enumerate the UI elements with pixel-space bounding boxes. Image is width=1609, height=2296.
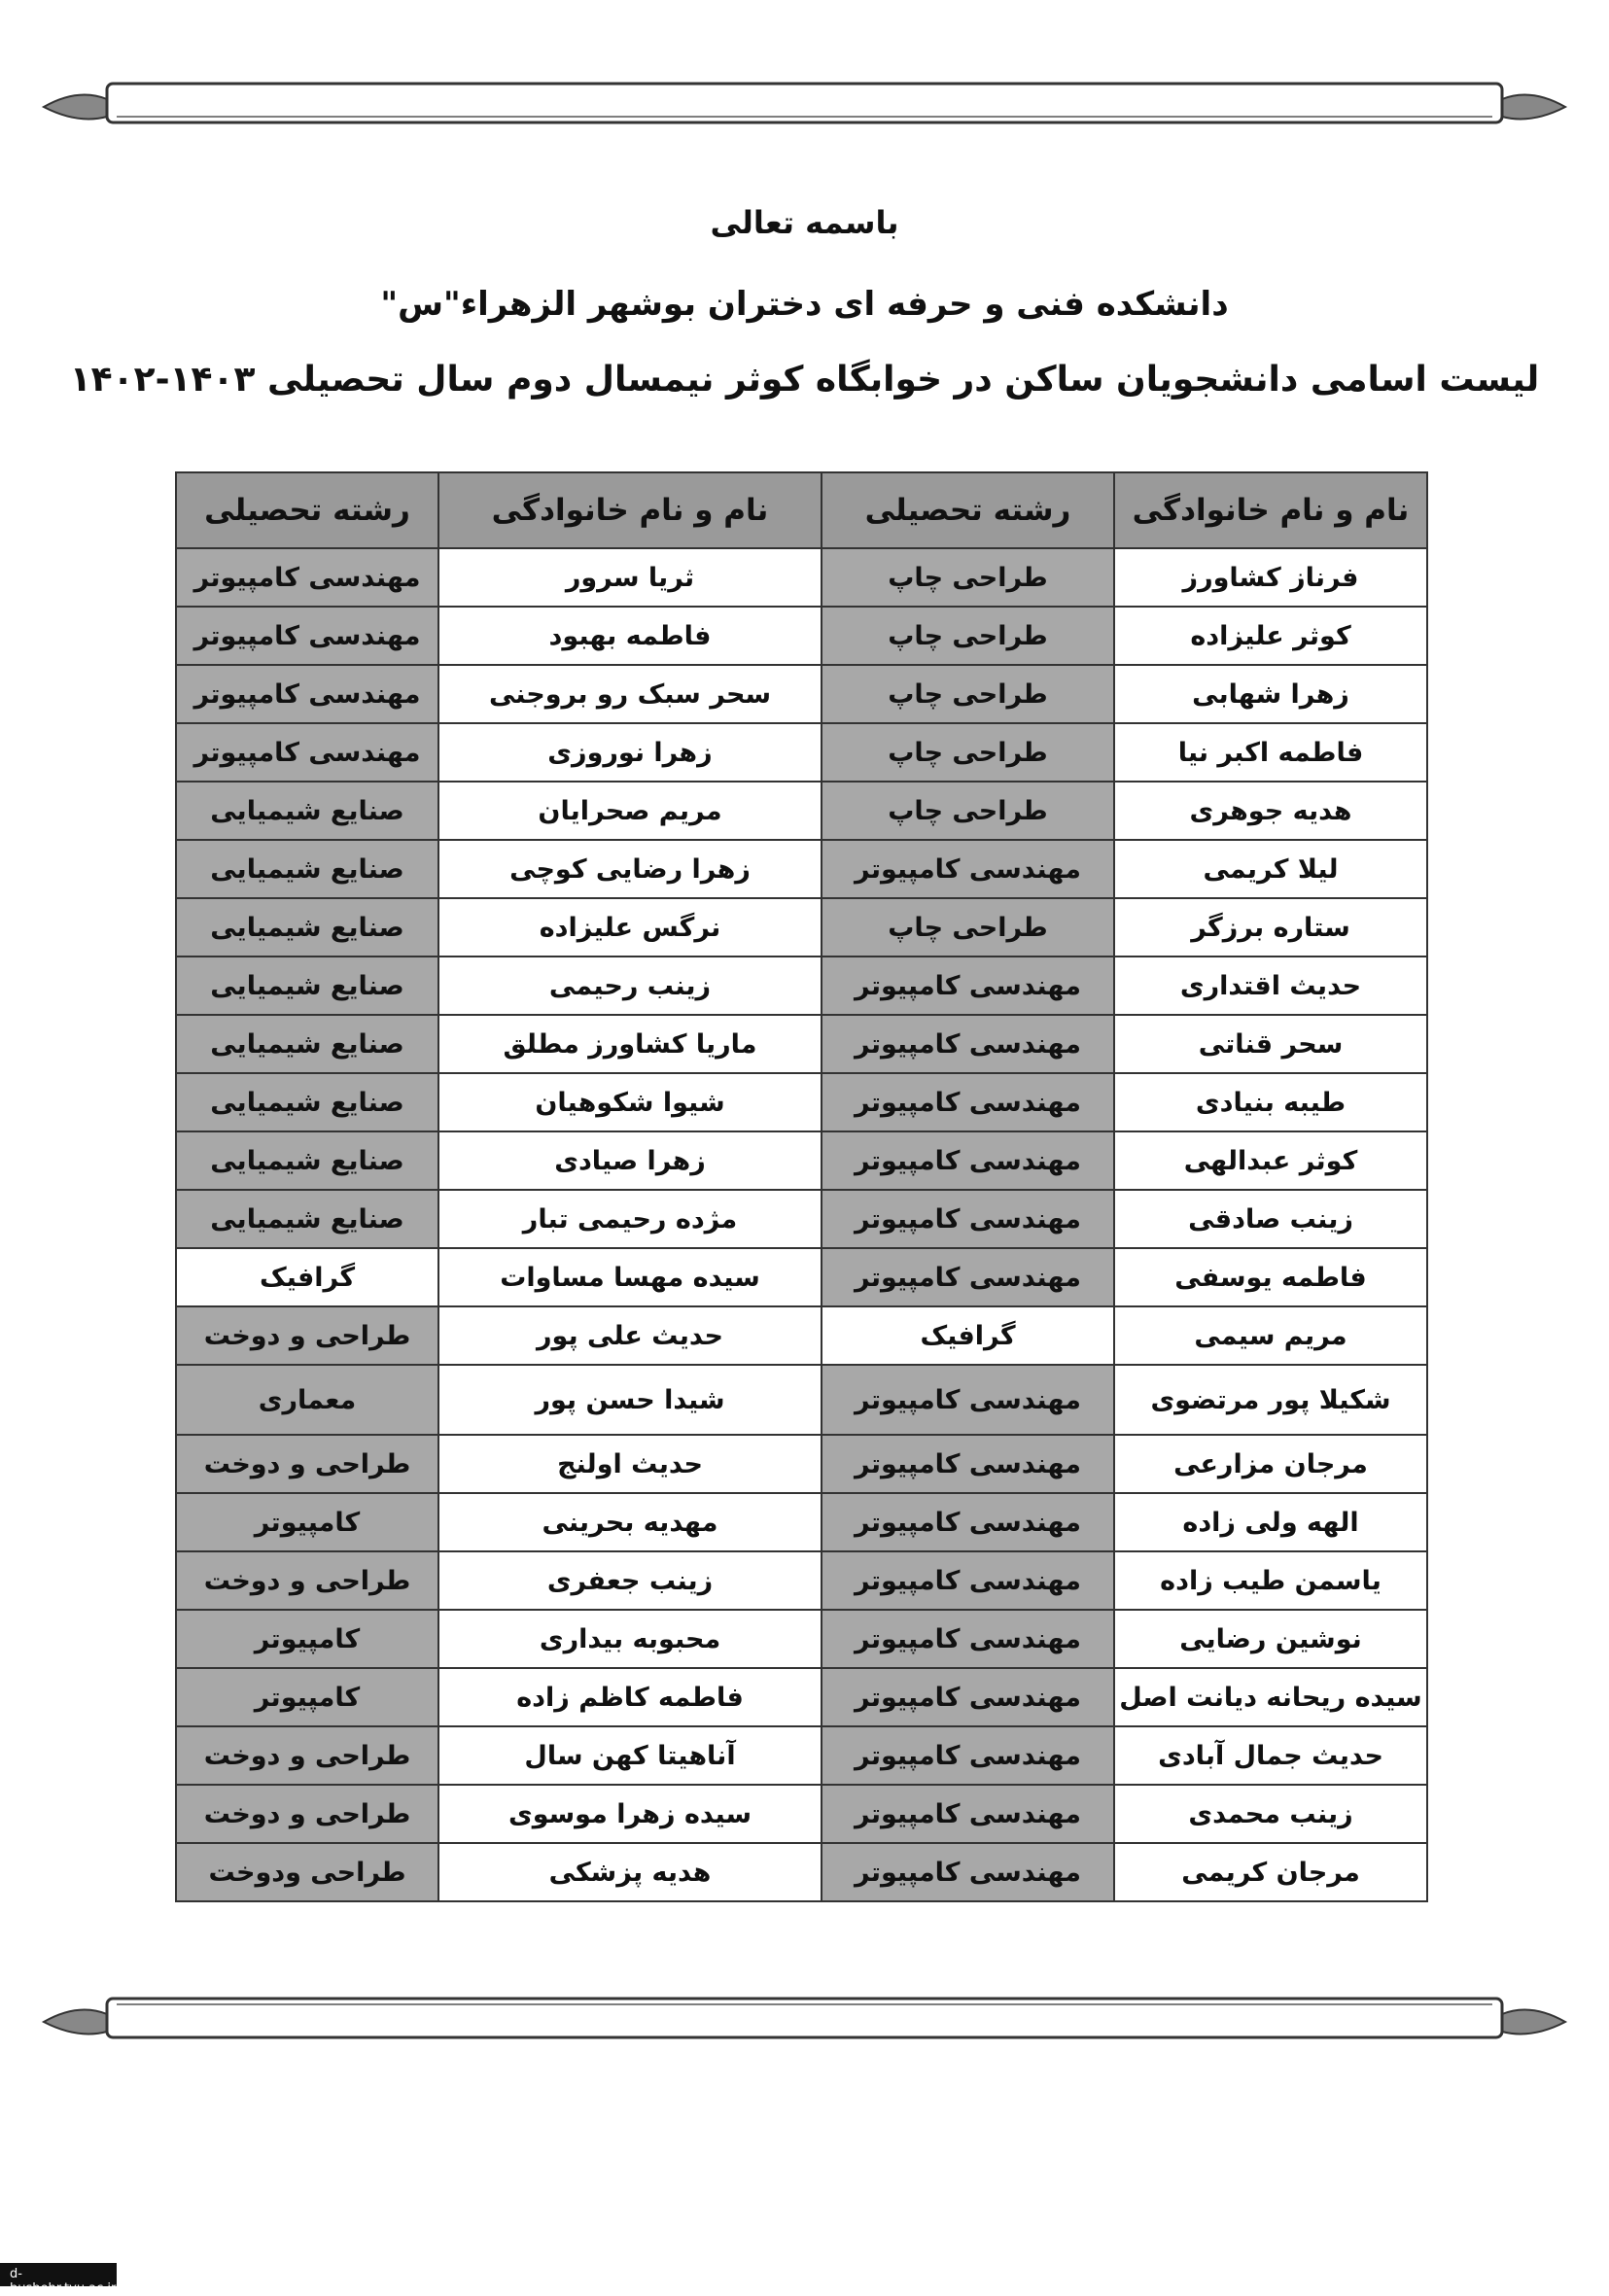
student-major: صنایع شیمیایی: [176, 1131, 438, 1190]
student-name: سیده زهرا موسوی: [438, 1785, 822, 1843]
student-major: مهندسی کامپیوتر: [822, 1610, 1114, 1668]
table-row: [176, 1190, 1427, 1248]
table-row: [176, 1668, 1427, 1726]
student-major: مهندسی کامپیوتر: [822, 1015, 1114, 1073]
student-name: هدیه پزشکی: [438, 1843, 822, 1901]
student-major: معماری: [176, 1365, 438, 1435]
student-major: گرافیک: [822, 1306, 1114, 1365]
student-name: ستاره برزگر: [1114, 898, 1427, 957]
students-table-wrapper: [175, 471, 1426, 1902]
student-major: صنایع شیمیایی: [176, 1190, 438, 1248]
student-major: مهندسی کامپیوتر: [822, 957, 1114, 1015]
student-major: طراحی چاپ: [822, 607, 1114, 665]
student-name: نوشین رضایی: [1114, 1610, 1427, 1668]
table-row: [176, 1435, 1427, 1493]
decorative-banner-bottom: [39, 1993, 1570, 2051]
student-name: سحر قناتی: [1114, 1015, 1427, 1073]
website-stamp-text: d-bushehr.tvu.ac.ir: [10, 2267, 117, 2296]
student-name: آناهیتا کهن سال: [438, 1726, 822, 1785]
student-major: طراحی و دوخت: [176, 1785, 438, 1843]
student-name: شکیلا پور مرتضوی: [1114, 1365, 1427, 1435]
student-name: شیوا شکوهیان: [438, 1073, 822, 1131]
student-name: مریم سیمی: [1114, 1306, 1427, 1365]
table-header-row: [176, 472, 1427, 548]
student-name: کوثر عبدالهی: [1114, 1131, 1427, 1190]
student-major: مهندسی کامپیوتر: [822, 1131, 1114, 1190]
student-name: مرجان مزارعی: [1114, 1435, 1427, 1493]
table-row: [176, 1843, 1427, 1901]
student-major: مهندسی کامپیوتر: [176, 723, 438, 782]
student-major: مهندسی کامپیوتر: [176, 665, 438, 723]
student-major: کامپیوتر: [176, 1668, 438, 1726]
student-name: مژده رحیمی تبار: [438, 1190, 822, 1248]
student-name: حدیث علی پور: [438, 1306, 822, 1365]
student-name: سیده مهسا مساوات: [438, 1248, 822, 1306]
table-row: [176, 1785, 1427, 1843]
student-major: گرافیک: [176, 1248, 438, 1306]
student-name: مریم صحرایان: [438, 782, 822, 840]
student-major: کامپیوتر: [176, 1493, 438, 1551]
student-name: حدیث جمال آبادی: [1114, 1726, 1427, 1785]
table-row: [176, 665, 1427, 723]
student-name: فاطمه اکبر نیا: [1114, 723, 1427, 782]
student-name: شیدا حسن پور: [438, 1365, 822, 1435]
student-name: حدیث اولنج: [438, 1435, 822, 1493]
table-row: [176, 548, 1427, 607]
table-row: [176, 1073, 1427, 1131]
student-name: زینب جعفری: [438, 1551, 822, 1610]
header-major-2: رشته تحصیلی: [176, 472, 438, 548]
header-name-2: نام و نام خانوادگی: [438, 472, 822, 548]
student-major: طراحی و دوخت: [176, 1306, 438, 1365]
student-major: صنایع شیمیایی: [176, 840, 438, 898]
table-row: [176, 1726, 1427, 1785]
table-row: [176, 957, 1427, 1015]
student-name: ماریا کشاورز مطلق: [438, 1015, 822, 1073]
student-name: مرجان کریمی: [1114, 1843, 1427, 1901]
student-major: طراحی چاپ: [822, 723, 1114, 782]
student-major: طراحی و دوخت: [176, 1726, 438, 1785]
student-name: فاطمه بهبود: [438, 607, 822, 665]
student-name: کوثر علیزاده: [1114, 607, 1427, 665]
student-major: مهندسی کامپیوتر: [822, 1073, 1114, 1131]
student-major: طراحی و دوخت: [176, 1435, 438, 1493]
student-name: مهدیه بحرینی: [438, 1493, 822, 1551]
student-name: فاطمه یوسفی: [1114, 1248, 1427, 1306]
website-stamp: [0, 2263, 117, 2296]
student-major: طراحی چاپ: [822, 782, 1114, 840]
student-name: زهرا شهابی: [1114, 665, 1427, 723]
student-major: طراحی و دوخت: [176, 1551, 438, 1610]
student-major: مهندسی کامپیوتر: [176, 548, 438, 607]
student-name: سیده ریحانه دیانت اصل: [1114, 1668, 1427, 1726]
header-list-title: لیست اسامی دانشجویان ساکن در خوابگاه کوثر نیمسال دوم سال تحصیلی ۱۴۰۳-۱۴۰۲: [69, 360, 1540, 400]
table-row: [176, 1015, 1427, 1073]
student-name: زینب محمدی: [1114, 1785, 1427, 1843]
table-row: [176, 840, 1427, 898]
student-name: الهه ولی زاده: [1114, 1493, 1427, 1551]
student-major: طراحی چاپ: [822, 898, 1114, 957]
table-row: [176, 1551, 1427, 1610]
student-major: صنایع شیمیایی: [176, 957, 438, 1015]
student-name: زهرا رضایی کوچی: [438, 840, 822, 898]
header-name-1: نام و نام خانوادگی: [1114, 472, 1427, 548]
student-major: مهندسی کامپیوتر: [822, 1493, 1114, 1551]
student-name: محبوبه بیداری: [438, 1610, 822, 1668]
table-row: [176, 898, 1427, 957]
table-row: [176, 1610, 1427, 1668]
student-major: مهندسی کامپیوتر: [822, 1668, 1114, 1726]
student-name: سحر سبک رو بروجنی: [438, 665, 822, 723]
header-institution: دانشکده فنی و حرفه ای دختران بوشهر الزهراء"س": [380, 285, 1229, 324]
student-name: زهرا نوروزی: [438, 723, 822, 782]
table-row: [176, 1248, 1427, 1306]
student-name: فاطمه کاظم زاده: [438, 1668, 822, 1726]
table-row: [176, 607, 1427, 665]
student-name: یاسمن طیب زاده: [1114, 1551, 1427, 1610]
student-name: حدیث اقتداری: [1114, 957, 1427, 1015]
student-major: مهندسی کامپیوتر: [176, 607, 438, 665]
student-name: نرگس علیزاده: [438, 898, 822, 957]
student-name: زینب صادقی: [1114, 1190, 1427, 1248]
table-row: [176, 1131, 1427, 1190]
students-table: [175, 471, 1428, 1902]
student-major: صنایع شیمیایی: [176, 1015, 438, 1073]
student-major: مهندسی کامپیوتر: [822, 1190, 1114, 1248]
student-major: طراحی چاپ: [822, 548, 1114, 607]
student-major: صنایع شیمیایی: [176, 782, 438, 840]
student-name: فرناز کشاورز: [1114, 548, 1427, 607]
student-major: صنایع شیمیایی: [176, 898, 438, 957]
student-name: هدیه جوهری: [1114, 782, 1427, 840]
student-name: ثریا سرور: [438, 548, 822, 607]
table-row: [176, 1306, 1427, 1365]
student-major: مهندسی کامپیوتر: [822, 1843, 1114, 1901]
student-major: مهندسی کامپیوتر: [822, 1365, 1114, 1435]
student-name: زینب رحیمی: [438, 957, 822, 1015]
student-major: طراحی ودوخت: [176, 1843, 438, 1901]
student-major: کامپیوتر: [176, 1610, 438, 1668]
header-major-1: رشته تحصیلی: [822, 472, 1114, 548]
student-major: طراحی چاپ: [822, 665, 1114, 723]
student-major: مهندسی کامپیوتر: [822, 840, 1114, 898]
table-row: [176, 1365, 1427, 1435]
student-major: مهندسی کامپیوتر: [822, 1785, 1114, 1843]
student-name: زهرا صیادی: [438, 1131, 822, 1190]
student-major: مهندسی کامپیوتر: [822, 1435, 1114, 1493]
student-major: مهندسی کامپیوتر: [822, 1248, 1114, 1306]
student-major: صنایع شیمیایی: [176, 1073, 438, 1131]
student-major: مهندسی کامپیوتر: [822, 1726, 1114, 1785]
student-major: مهندسی کامپیوتر: [822, 1551, 1114, 1610]
header-bismillah: باسمه تعالی: [710, 204, 899, 241]
table-row: [176, 1493, 1427, 1551]
table-row: [176, 782, 1427, 840]
student-name: لیلا کریمی: [1114, 840, 1427, 898]
table-row: [176, 723, 1427, 782]
decorative-banner-top: [39, 78, 1570, 136]
student-name: طیبه بنیادی: [1114, 1073, 1427, 1131]
